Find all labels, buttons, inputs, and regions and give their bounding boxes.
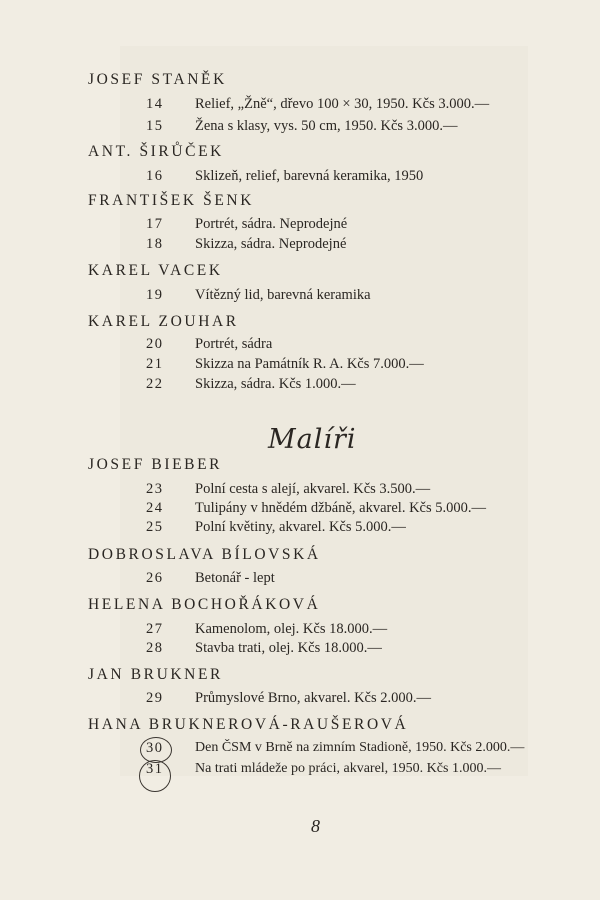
entry-number: 14 bbox=[146, 96, 164, 112]
entry-number: 19 bbox=[146, 287, 164, 303]
artist-name: HELENA BOCHOŘÁKOVÁ bbox=[88, 596, 321, 613]
entry-description: Žena s klasy, vys. 50 cm, 1950. Kčs 3.000.— bbox=[195, 118, 458, 134]
artist-name: ANT. ŠIRŮČEK bbox=[88, 143, 224, 160]
artist-name: DOBROSLAVA BÍLOVSKÁ bbox=[88, 546, 321, 563]
entry-number: 17 bbox=[146, 216, 164, 232]
entry-number: 29 bbox=[146, 690, 164, 706]
entry-number: 27 bbox=[146, 621, 164, 637]
entry-description: Polní cesta s alejí, akvarel. Kčs 3.500.— bbox=[195, 481, 431, 497]
entry-number: 20 bbox=[146, 336, 164, 352]
entry-description: Sklizeň, relief, barevná keramika, 1950 bbox=[195, 168, 424, 184]
entry-number: 25 bbox=[146, 519, 164, 535]
entry-number: 22 bbox=[146, 376, 164, 392]
entry-description: Stavba trati, olej. Kčs 18.000.— bbox=[195, 640, 382, 656]
entry-number: 28 bbox=[146, 640, 164, 656]
entry-number: 18 bbox=[146, 236, 164, 252]
page-number: 8 bbox=[311, 816, 320, 836]
entry-number: 21 bbox=[146, 356, 164, 372]
entry-number: 26 bbox=[146, 570, 164, 586]
entry-description: Na trati mládeže po práci, akvarel, 1950. Kčs 1.000.— bbox=[195, 761, 501, 776]
entry-description: Portrét, sádra. Neprodejné bbox=[195, 216, 348, 232]
entry-number: 15 bbox=[146, 118, 164, 134]
entry-number: 30 bbox=[146, 740, 164, 756]
ink-circle-mark bbox=[139, 760, 171, 792]
entry-description: Kamenolom, olej. Kčs 18.000.— bbox=[195, 621, 388, 637]
entry-description: Polní květiny, akvarel. Kčs 5.000.— bbox=[195, 519, 406, 535]
entry-description: Betonář - lept bbox=[195, 570, 275, 586]
artist-name: JOSEF STANĚK bbox=[88, 71, 227, 88]
entry-number: 23 bbox=[146, 481, 164, 497]
entry-description: Den ČSM v Brně na zimním Stadioně, 1950. Kčs 2.000.— bbox=[195, 740, 525, 755]
entry-description: Skizza, sádra. Neprodejné bbox=[195, 236, 347, 252]
entry-number: 31 bbox=[146, 761, 164, 777]
entry-description: Portrét, sádra bbox=[195, 336, 273, 352]
artist-name: FRANTIŠEK ŠENK bbox=[88, 192, 255, 209]
entry-description: Vítězný lid, barevná keramika bbox=[195, 287, 371, 303]
artist-name: JOSEF BIEBER bbox=[88, 456, 223, 473]
entry-description: Skizza na Památník R. A. Kčs 7.000.— bbox=[195, 356, 424, 372]
artist-name: HANA BRUKNEROVÁ-RAUŠEROVÁ bbox=[88, 716, 409, 733]
artist-name: KAREL VACEK bbox=[88, 262, 223, 279]
section-heading: Malíři bbox=[268, 424, 357, 455]
entry-description: Tulipány v hnědém džbáně, akvarel. Kčs 5.000.— bbox=[195, 500, 487, 516]
entry-description: Relief, „Žně“, dřevo 100 × 30, 1950. Kčs 3.000.— bbox=[195, 96, 490, 112]
entry-description: Skizza, sádra. Kčs 1.000.— bbox=[195, 376, 356, 392]
entry-number: 24 bbox=[146, 500, 164, 516]
artist-name: KAREL ZOUHAR bbox=[88, 313, 239, 330]
entry-description: Průmyslové Brno, akvarel. Kčs 2.000.— bbox=[195, 690, 431, 706]
entry-number: 16 bbox=[146, 168, 164, 184]
artist-name: JAN BRUKNER bbox=[88, 666, 223, 683]
